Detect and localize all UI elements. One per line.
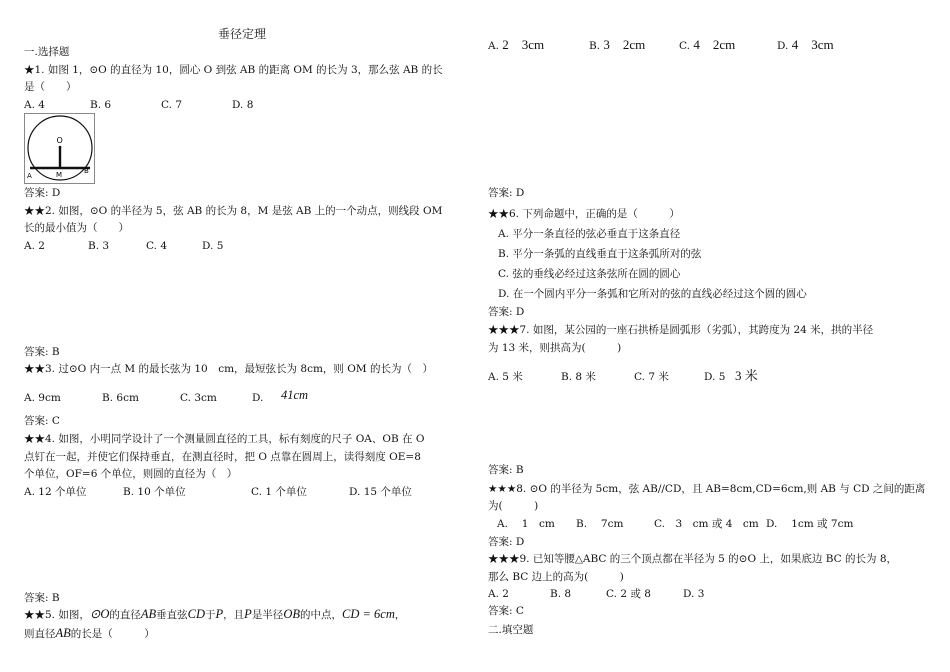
q5-answer: 答案: D xyxy=(488,187,525,199)
q5-text: 的直径 xyxy=(109,609,141,621)
q5-math-cd: CD xyxy=(187,607,206,621)
q9-option-d: D. 3 xyxy=(683,588,705,600)
q2-stem-line2: 长的最小值为（ ） xyxy=(24,222,129,234)
q6-stem: ★★6. 下列命题中，正确的是（ ） xyxy=(488,208,680,220)
q3-option-d-value: 41cm xyxy=(281,388,309,402)
q6-option-d: D. 在一个圆内平分一条弧和它所对的弦的直线必经过这个圆的圆心 xyxy=(498,288,807,300)
q1-option-c: C. 7 xyxy=(161,99,183,111)
q2-answer: 答案: B xyxy=(24,346,60,358)
option-value: 3 2cm xyxy=(603,37,646,52)
q4-answer: 答案: B xyxy=(24,592,60,604)
q3-option-d-label: D. xyxy=(252,392,264,404)
q7-option-d-tail xyxy=(735,369,758,384)
q8-stem-line2: 为( ) xyxy=(488,500,539,512)
q5-math-ab: AB xyxy=(140,607,157,621)
q5-math-circle-o: ⊙O xyxy=(89,607,110,621)
q5-option-c xyxy=(679,38,735,53)
q2-option-c: C. 4 xyxy=(146,240,168,252)
q7-option-a: A. 5 米 xyxy=(488,371,523,383)
option-value: 4 3cm xyxy=(791,37,834,52)
q7-stem-line1: ★★★7. 如图，某公园的一座石拱桥是圆弧形（劣弧），其跨度为 24 米，拱的半径 xyxy=(488,324,874,336)
q4-stem-line1: ★★4. 如图，小明同学设计了一个测量圆直径的工具，标有刻度的尺子 OA、OB 在 O xyxy=(24,433,425,445)
q9-option-b: B. 8 xyxy=(550,588,572,600)
q3-option-c: C. 3cm xyxy=(180,392,217,404)
section-heading-fill: 二.填空题 xyxy=(488,624,534,636)
q2-option-a: A. 2 xyxy=(24,240,45,252)
point-m-label: M xyxy=(56,171,63,179)
q1-circle-figure xyxy=(24,113,95,184)
q8-answer: 答案: D xyxy=(488,536,525,548)
q7-option-c: C. 7 米 xyxy=(634,371,669,383)
q7-option-d-label: D. 5 xyxy=(704,371,726,383)
q8-stem-line1: ★★★8. ⊙O 的半径为 5cm，弦 AB//CD，且 AB=8cm,CD=6cm,则 AB 与 CD 之间的距离 xyxy=(488,483,926,495)
q3-option-a: A. 9cm xyxy=(24,392,61,404)
point-o-label: O xyxy=(56,136,63,145)
q5-stem-line2 xyxy=(24,627,155,641)
q4-stem-line2: 点钉在一起，并使它们保持垂直，在测直径时，把 O 点靠在圆周上，读得刻度 OE=8 xyxy=(24,451,421,463)
q6-option-a: A. 平分一条直径的弦必垂直于这条直径 xyxy=(498,228,681,240)
q5-math-p2: P xyxy=(244,607,252,621)
q1-option-d: D. 8 xyxy=(232,99,254,111)
q6-option-c: C. 弦的垂线必经过这条弦所在圆的圆心 xyxy=(498,268,681,280)
q9-answer: 答案: C xyxy=(488,605,524,617)
q2-option-b: B. 3 xyxy=(88,240,110,252)
circle-chord-diagram xyxy=(25,114,94,183)
q5-math-p: P xyxy=(215,607,224,621)
q6-option-b: B. 平分一条弧的直线垂直于这条弧所对的弦 xyxy=(498,248,702,260)
q5-text: 垂直弦 xyxy=(156,609,188,621)
q7-option-b: B. 8 米 xyxy=(561,371,596,383)
q5-option-b xyxy=(589,38,645,53)
page-title: 垂径定理 xyxy=(218,27,267,41)
q5-prefix: ★★5. 如图， xyxy=(24,609,90,621)
q4-stem-line3: 个单位，OF=6 个单位，则圆的直径为（ ） xyxy=(24,468,238,480)
q4-option-a: A. 12 个单位 xyxy=(24,486,87,498)
section-heading-choice: 一.选择题 xyxy=(24,46,70,58)
q6-answer: 答案: D xyxy=(488,306,525,318)
q7-answer: 答案: B xyxy=(488,464,524,476)
q4-option-b: B. 10 个单位 xyxy=(123,486,186,498)
q1-stem-line2: 是（ ） xyxy=(24,81,77,93)
q5-text: ，且 xyxy=(223,609,245,621)
q1-stem-line1: ★1. 如图 1，⊙O 的直径为 10，圆心 O 到弦 AB 的距离 OM 的长为 3，那么弦 AB 的长 xyxy=(24,64,443,76)
q7-stem-line2: 为 13 米，则拱高为( ) xyxy=(488,342,622,354)
q5-math-ab2: AB xyxy=(55,626,71,640)
q8-option-d: D. 1cm 或 7cm xyxy=(766,518,854,530)
q5-math-cd-eq: CD = 6cm xyxy=(341,607,395,621)
q1-answer: 答案: D xyxy=(24,187,61,199)
option-letter: D. xyxy=(777,40,789,52)
q9-option-c: C. 2 或 8 xyxy=(606,588,651,600)
q5-text: ， xyxy=(394,609,406,621)
q5-option-d xyxy=(777,38,834,53)
option-value: 4 2cm xyxy=(693,37,736,52)
q3-option-b: B. 6cm xyxy=(102,392,139,404)
point-a-label: A xyxy=(27,172,32,180)
q3-stem: ★★3. 过⊙O 内一点 M 的最长弦为 10 cm，最短弦长为 8cm，则 OM 的长为（ ） xyxy=(24,363,433,375)
q8-option-c: C. 3 cm 或 4 cm xyxy=(654,518,759,530)
q9-option-a: A. 2 xyxy=(488,588,509,600)
q8-option-b: B. 7cm xyxy=(576,518,624,530)
q3-answer: 答案: C xyxy=(24,415,60,427)
q9-stem-line1: ★★★9. 已知等腰△ABC 的三个顶点都在半径为 5 的⊙O 上，如果底边 BC 的长为 8， xyxy=(488,553,898,565)
q8-option-a: A. 1 cm xyxy=(497,518,555,530)
option-letter: B. xyxy=(589,40,601,52)
q1-option-b: B. 6 xyxy=(90,99,112,111)
q2-option-d: D. 5 xyxy=(202,240,224,252)
q5-text: 的中点， xyxy=(299,609,342,621)
option-value: 2 3cm xyxy=(502,37,545,52)
option-value: 3 米 xyxy=(735,368,758,383)
q1-option-a: A. 4 xyxy=(24,99,45,111)
q5-math-ob: OB xyxy=(283,607,300,621)
q4-option-c: C. 1 个单位 xyxy=(251,486,307,498)
q5-text: 则直径 xyxy=(24,628,56,640)
option-letter: C. xyxy=(679,40,690,52)
q2-stem-line1: ★★2. 如图，⊙O 的半径为 5，弦 AB 的长为 8，M 是弦 AB 上的一个动点，则线段 OM xyxy=(24,205,443,217)
q5-stem-line1 xyxy=(24,608,405,622)
point-b-label: B xyxy=(84,167,89,175)
q9-stem-line2: 那么 BC 边上的高为( ) xyxy=(488,571,624,583)
q4-option-d: D. 15 个单位 xyxy=(349,486,412,498)
q5-option-a xyxy=(488,38,544,53)
q5-text: 于 xyxy=(205,609,216,621)
q5-text: 是半径 xyxy=(251,609,284,621)
q5-text: 的长是（ ） xyxy=(70,628,155,640)
option-letter: A. xyxy=(488,40,499,52)
